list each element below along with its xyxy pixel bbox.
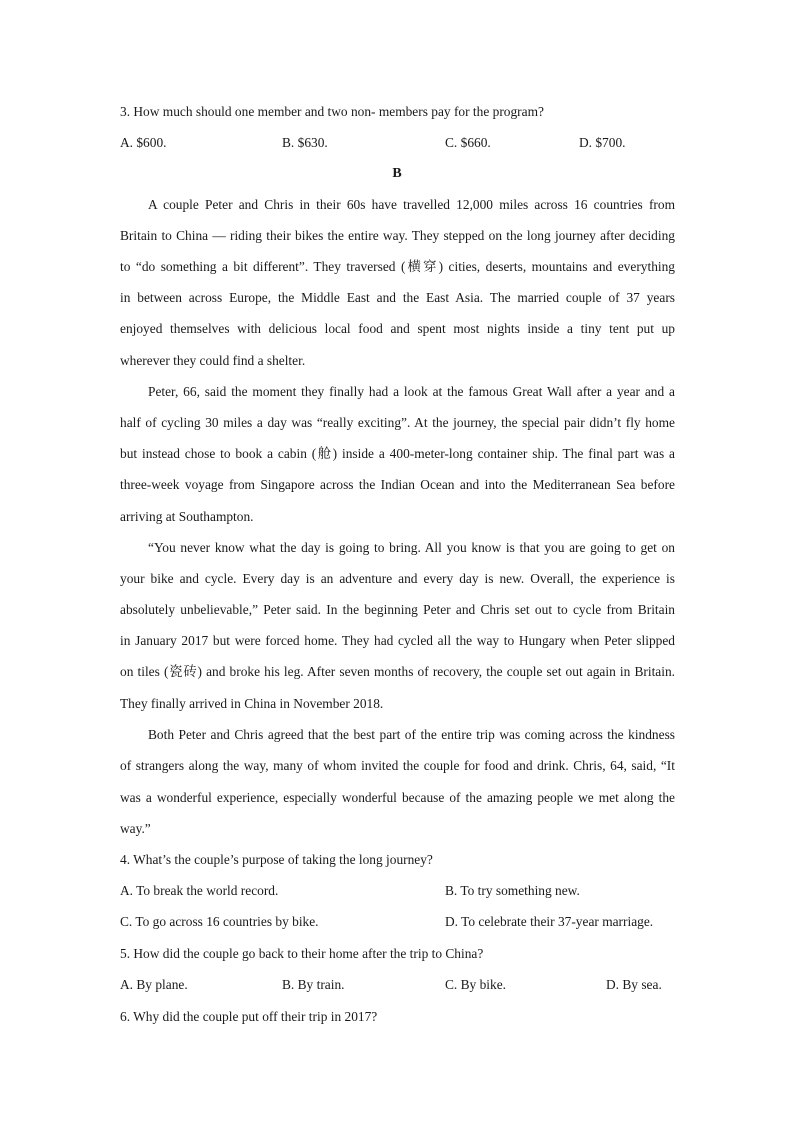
q5-option-a: A. By plane.	[120, 977, 188, 992]
question-5: 5. How did the couple go back to their home after the trip to China?	[120, 946, 484, 961]
passage-line: in January 2017 but were forced home. They had cycled all the way to Hungary when Peter slipped	[120, 633, 675, 648]
passage-line: absolutely unbelievable,” Peter said. In the beginning Peter and Chris set out to cycle from Britain	[120, 602, 675, 617]
q4-option-b: B. To try something new.	[445, 883, 580, 898]
passage-line: on tiles (瓷砖) and broke his leg. After seven months of recovery, the couple set out again in Britain.	[120, 664, 675, 679]
passage-line: Britain to China — riding their bikes the entire way. They stepped on the long journey after deciding	[120, 228, 675, 243]
q4-option-a: A. To break the world record.	[120, 883, 279, 898]
question-3: 3. How much should one member and two non- members pay for the program?	[120, 104, 544, 119]
passage-line: A couple Peter and Chris in their 60s have travelled 12,000 miles across 16 countries from	[148, 197, 675, 212]
q5-option-d: D. By sea.	[606, 977, 662, 992]
passage-line: arriving at Southampton.	[120, 509, 254, 524]
passage-line: enjoyed themselves with delicious local food and spent most nights inside a tiny tent put up	[120, 321, 675, 336]
passage-line: to “do something a bit different”. They traversed (横穿) cities, deserts, mountains and everything	[120, 259, 675, 274]
passage-line: Both Peter and Chris agreed that the best part of the entire trip was coming across the kindness	[148, 727, 675, 742]
passage-line: of strangers along the way, many of whom invited the couple for food and drink. Chris, 64, said, “It	[120, 758, 675, 773]
q5-option-b: B. By train.	[282, 977, 345, 992]
q3-option-d: D. $700.	[579, 135, 626, 150]
question-4: 4. What’s the couple’s purpose of taking the long journey?	[120, 852, 433, 867]
passage-line: half of cycling 30 miles a day was “really exciting”. At the journey, the special pair didn’t fly home	[120, 415, 675, 430]
passage-line: your bike and cycle. Every day is an adventure and every day is new. Overall, the experience is	[120, 571, 675, 586]
passage-line: Peter, 66, said the moment they finally had a look at the famous Great Wall after a year and a	[148, 384, 675, 399]
question-6: 6. Why did the couple put off their trip in 2017?	[120, 1009, 378, 1024]
passage-line: They finally arrived in China in November 2018.	[120, 696, 384, 711]
q4-option-d: D. To celebrate their 37-year marriage.	[445, 914, 654, 929]
q5-option-c: C. By bike.	[445, 977, 507, 992]
passage-line: “You never know what the day is going to bring. All you know is that you are going to get on	[148, 540, 675, 555]
passage-line: but instead chose to book a cabin (舱) inside a 400-meter-long container ship. The final part was a	[120, 446, 675, 461]
q4-option-c: C. To go across 16 countries by bike.	[120, 914, 319, 929]
passage-line: wherever they could find a shelter.	[120, 353, 306, 368]
q3-option-b: B. $630.	[282, 135, 328, 150]
q3-option-c: C. $660.	[445, 135, 491, 150]
passage-line: was a wonderful experience, especially wonderful because of the amazing people we met along the	[120, 790, 675, 805]
passage-line: three-week voyage from Singapore across the Indian Ocean and into the Mediterranean Sea before	[120, 477, 675, 492]
passage-line: in between across Europe, the Middle East and the East Asia. The married couple of 37 years	[120, 290, 675, 305]
passage-line: way.”	[120, 821, 151, 836]
q3-option-a: A. $600.	[120, 135, 167, 150]
section-label: B	[392, 166, 402, 181]
